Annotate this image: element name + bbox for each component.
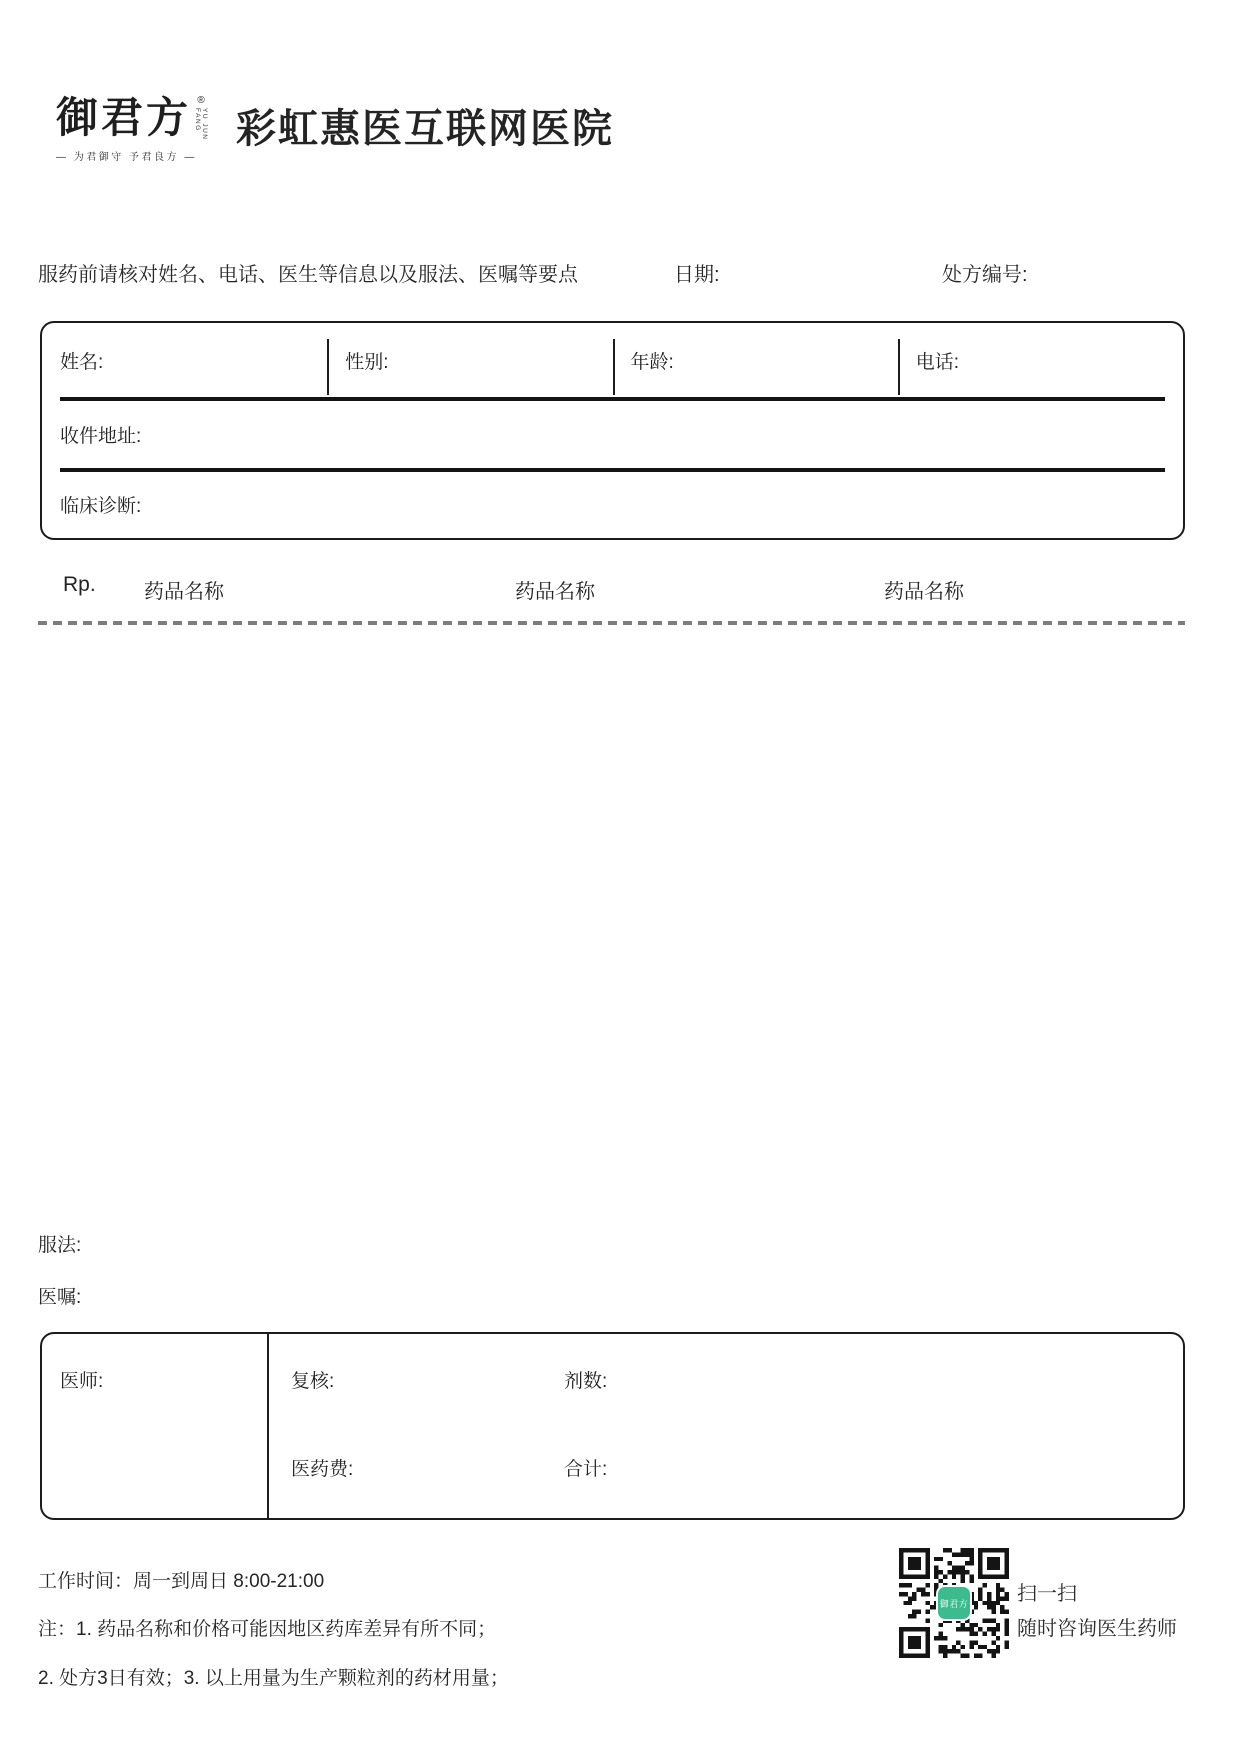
brand-tagline: — 为君御守 予君良方 —: [56, 152, 197, 163]
brand-logo: [56, 93, 209, 142]
fee-label: 医药费:: [291, 1459, 354, 1480]
patient-gender-cell: [327, 323, 612, 397]
gender-label: 性别:: [345, 351, 389, 373]
drug-column-header-3: 药品名称: [884, 581, 964, 603]
patient-address-row: [42, 401, 1183, 468]
patient-diagnosis-row: [42, 472, 1183, 539]
physician-label: 医师:: [60, 1371, 104, 1392]
signoff-row-2: [291, 1454, 1183, 1542]
patient-age-cell: [613, 323, 898, 397]
name-label: 姓名:: [60, 351, 104, 373]
address-label: 收件地址:: [60, 425, 142, 447]
brand-vertical-text: YU JUN FANG: [194, 108, 209, 141]
drug-column-header-2: 药品名称: [515, 581, 595, 603]
qr-code: [899, 1548, 1009, 1658]
hospital-title: 彩虹惠医互联网医院: [236, 107, 614, 151]
date-label: 日期:: [674, 264, 720, 286]
patient-phone-cell: [898, 323, 1183, 397]
registered-trademark-icon: ®: [197, 95, 205, 106]
vertical-divider: [327, 339, 329, 395]
dashed-separator: [38, 621, 1185, 625]
notice-row: [0, 258, 1240, 286]
total-label: 合计:: [564, 1459, 608, 1480]
age-label: 年龄:: [630, 351, 674, 373]
check-notice-text: 服药前请核对姓名、电话、医生等信息以及服法、医嘱等要点: [38, 264, 578, 286]
advice-label: 医嘱:: [38, 1287, 82, 1308]
signoff-box: [40, 1332, 1185, 1520]
brand-logo-side: [194, 96, 208, 142]
review-label: 复核:: [291, 1371, 335, 1392]
signoff-right-area: [269, 1334, 1183, 1518]
rp-label: Rp.: [63, 573, 96, 596]
patient-name-cell: [42, 323, 327, 397]
vertical-divider: [898, 339, 900, 395]
brand-logo-block: [56, 93, 209, 163]
phone-label: 电话:: [915, 351, 960, 373]
patient-info-box: [40, 321, 1185, 540]
note-line-1: 注：1. 药品名称和价格可能因地区药库差异有所不同；: [38, 1619, 497, 1640]
note-line-2: 2. 处方3日有效；3. 以上用量为生产颗粒剂的药材用量；: [38, 1668, 509, 1689]
scan-subtitle: 随时咨询医生药师: [1017, 1618, 1177, 1640]
work-hours-text: 工作时间：周一到周日 8:00-21:00: [38, 1571, 325, 1592]
qr-center-logo: [938, 1587, 970, 1619]
drug-column-header-1: 药品名称: [144, 581, 224, 603]
qr-logo-text: 御君方: [939, 1598, 969, 1609]
patient-row-basic: [42, 323, 1183, 397]
brand-logo-text: 御君方: [56, 93, 192, 142]
scan-title: 扫一扫: [1017, 1583, 1077, 1605]
usage-label: 服法:: [38, 1235, 82, 1256]
diagnosis-label: 临床诊断:: [60, 496, 142, 518]
signoff-row-1: [291, 1366, 1183, 1454]
rx-number-label: 处方编号:: [942, 264, 1028, 286]
doses-label: 剂数:: [564, 1371, 608, 1392]
vertical-divider: [613, 339, 615, 395]
physician-cell: [42, 1334, 269, 1518]
